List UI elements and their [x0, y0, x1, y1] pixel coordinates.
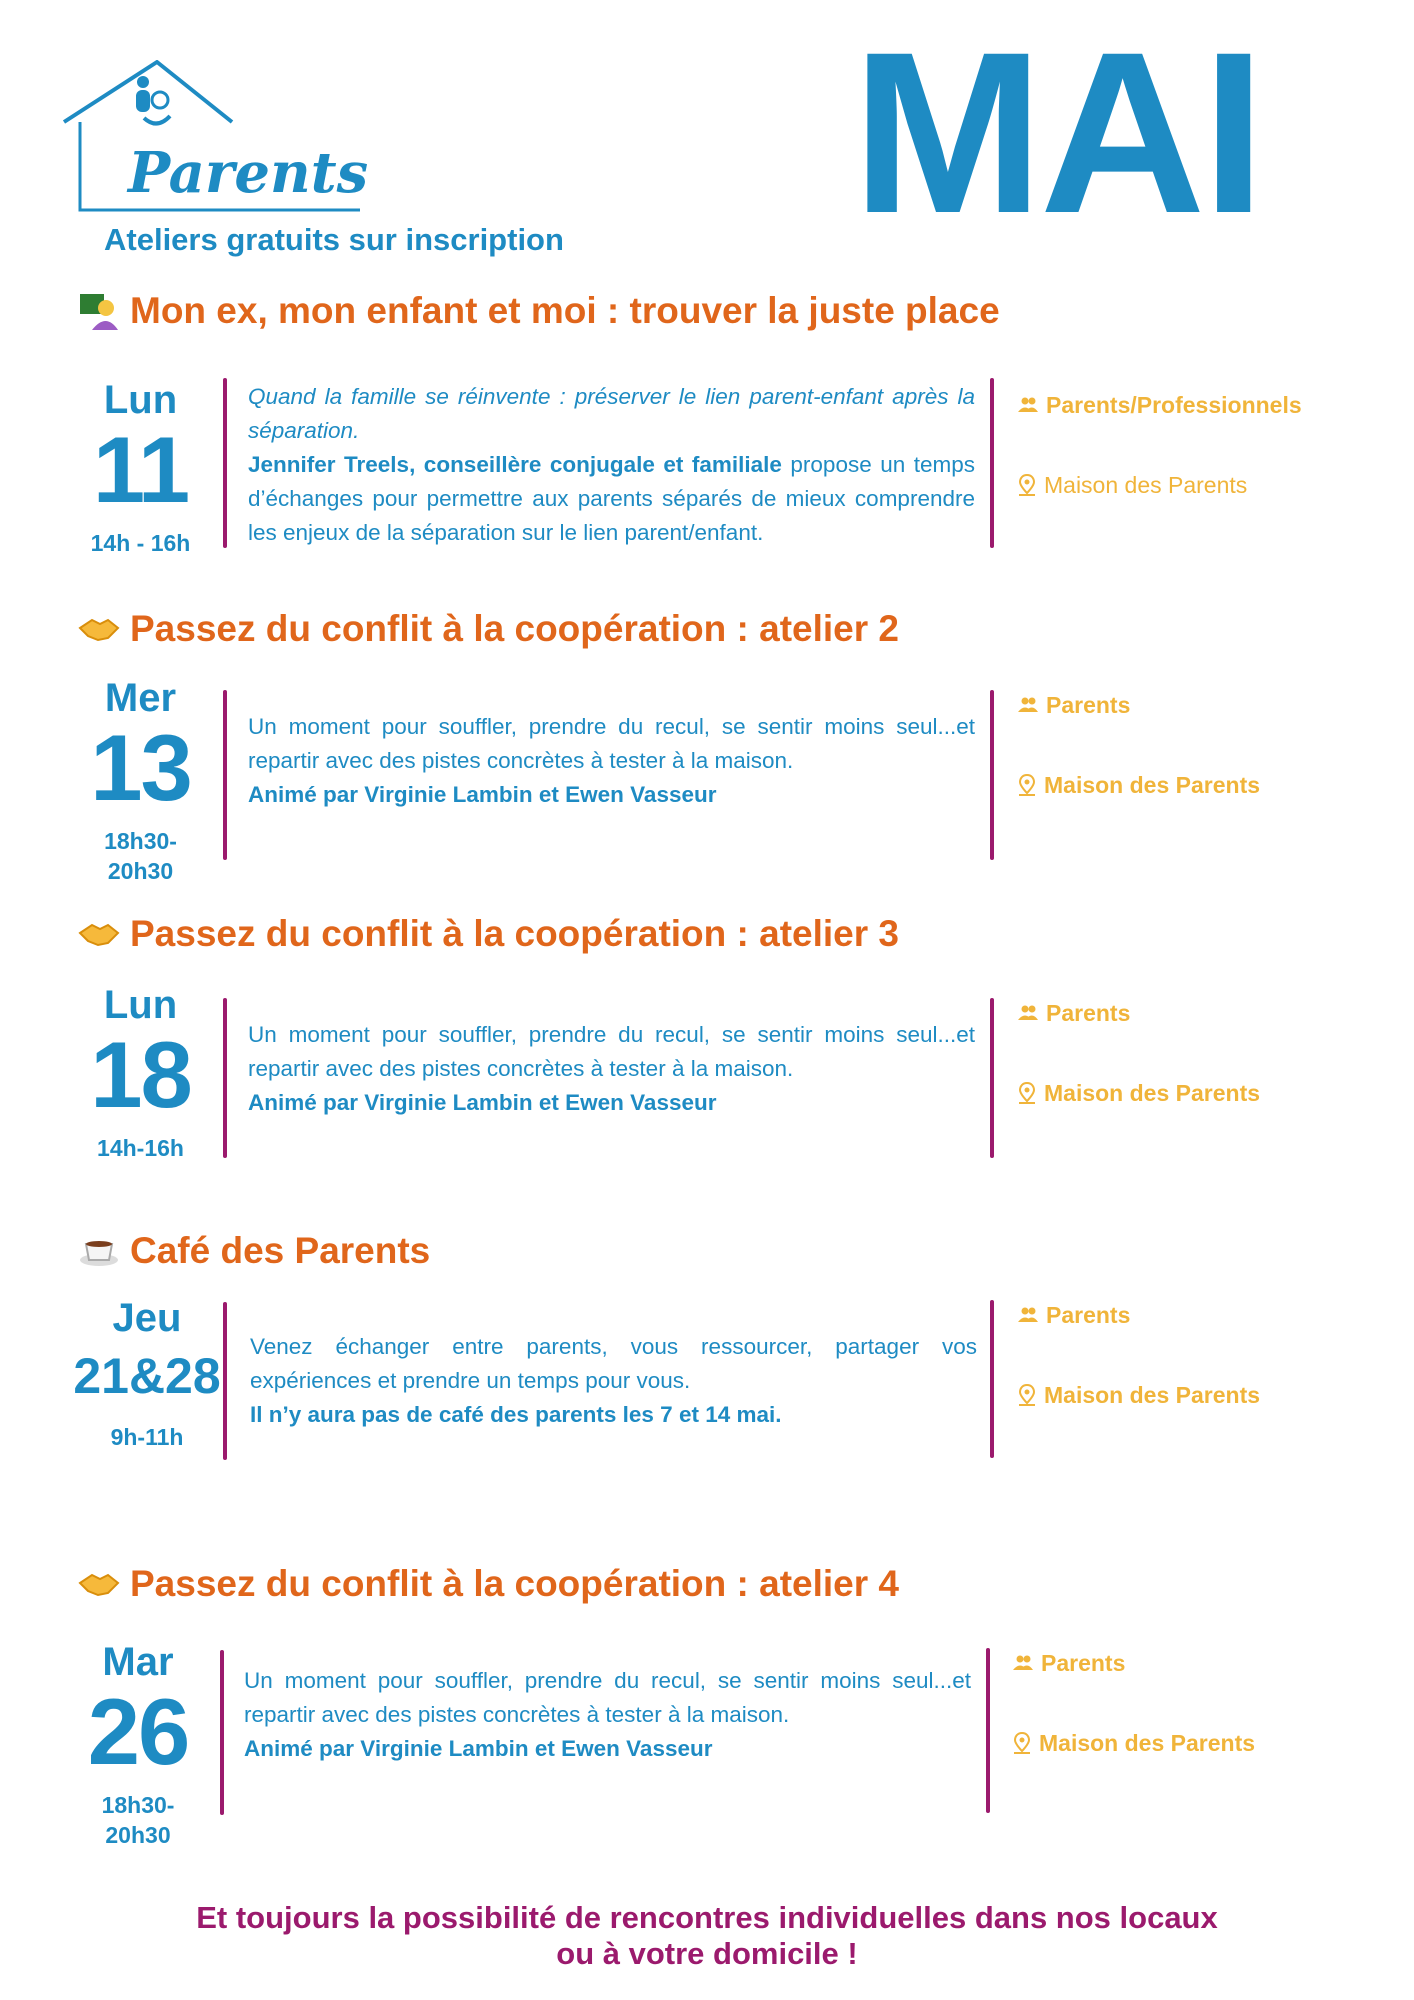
event-location: Maison des Parents	[1044, 471, 1248, 498]
event-title	[78, 1563, 899, 1605]
house-logo-icon	[60, 60, 370, 220]
event-description: Venez échanger entre parents, vous ressourcer, partager vos expériences et prendre un temps pour vous. Il n’y aura pas de café des parents les 7 et 14 mai.	[250, 1334, 977, 1427]
handshake-icon	[78, 913, 120, 955]
event-description: Un moment pour souffler, prendre du recul, se sentir moins seul...et repartir avec des pistes concrètes à tester à la maison. Animé par Virginie Lambin et Ewen Vasseur	[244, 1668, 971, 1761]
divider	[223, 690, 227, 860]
event-audience: Parents	[1041, 1649, 1126, 1676]
day-name: Lun	[103, 378, 178, 422]
divider	[990, 998, 994, 1158]
divider	[223, 378, 227, 548]
event-title-text: Passez du conflit à la coopération : atelier 3	[130, 913, 899, 954]
divider	[223, 1302, 227, 1460]
subtitle: Ateliers gratuits sur inscription	[104, 222, 564, 257]
event-time: 14h-16h	[97, 1135, 184, 1161]
event-meta	[1018, 1300, 1260, 1410]
people-icon	[1013, 1655, 1033, 1671]
event-location: Maison des Parents	[1044, 1381, 1261, 1408]
handshake-icon	[78, 608, 120, 650]
coffee-icon	[78, 1230, 120, 1272]
event-meta	[1013, 1648, 1255, 1758]
location-pin-icon	[1018, 1082, 1036, 1104]
event-audience: Parents	[1046, 999, 1131, 1026]
event-title	[78, 1230, 430, 1272]
event-date	[73, 1640, 203, 1850]
event-title-text: Passez du conflit à la coopération : atelier 2	[130, 608, 899, 649]
event-audience: Parents/Professionnels	[1046, 391, 1302, 418]
event-time: 14h - 16h	[90, 530, 191, 556]
day-number: 21&28	[73, 1348, 221, 1404]
event-meta	[1018, 998, 1260, 1108]
event-date	[78, 378, 203, 558]
event-title-text: Passez du conflit à la coopération : atelier 4	[130, 1563, 899, 1604]
event-time: 9h-11h	[110, 1424, 184, 1450]
people-icon	[1018, 1307, 1038, 1323]
day-number: 13	[90, 715, 191, 820]
day-name: Mer	[104, 676, 177, 720]
people-icon	[1018, 397, 1038, 413]
divider	[986, 1648, 990, 1813]
event-title	[78, 913, 899, 955]
event-date	[78, 676, 203, 886]
teacher-icon	[78, 290, 120, 332]
location-pin-icon	[1013, 1732, 1031, 1754]
day-name: Mar	[102, 1640, 174, 1684]
day-number: 26	[87, 1679, 189, 1784]
day-number: 18	[90, 1022, 191, 1127]
event-location: Maison des Parents	[1044, 771, 1261, 798]
event-location: Maison des Parents	[1039, 1729, 1256, 1756]
event-meta	[1018, 390, 1302, 500]
footer-line: ou à votre domicile !	[556, 1936, 858, 1971]
event-time: 18h30-20h30	[101, 1792, 175, 1848]
footer-line: Et toujours la possibilité de rencontres individuelles dans nos locaux	[196, 1900, 1218, 1935]
event-description: Un moment pour souffler, prendre du recul, se sentir moins seul...et repartir avec des pistes concrètes à tester à la maison. Animé par Virginie Lambin et Ewen Vasseur	[248, 1022, 975, 1115]
event-audience: Parents	[1046, 1301, 1131, 1328]
event-location: Maison des Parents	[1044, 1079, 1261, 1106]
day-name: Lun	[103, 983, 178, 1027]
day-number: 11	[92, 417, 189, 522]
location-pin-icon	[1018, 774, 1036, 796]
location-pin-icon	[1018, 474, 1036, 496]
event-time: 18h30-20h30	[104, 828, 177, 884]
svg-text:Parents: Parents	[128, 140, 369, 206]
event-date	[73, 1296, 221, 1452]
day-name: Jeu	[112, 1296, 182, 1340]
event-description: Un moment pour souffler, prendre du recul, se sentir moins seul...et repartir avec des pistes concrètes à tester à la maison. Animé par Virginie Lambin et Ewen Vasseur	[248, 714, 975, 807]
month-title: MAI	[852, 4, 1262, 261]
handshake-icon	[78, 1563, 120, 1605]
divider	[990, 378, 994, 548]
footer-note	[0, 1900, 1414, 1972]
divider	[220, 1650, 224, 1815]
parents-logo	[60, 60, 370, 220]
event-title	[78, 608, 899, 650]
event-title-text: Mon ex, mon enfant et moi : trouver la juste place	[130, 290, 1000, 331]
divider	[223, 998, 227, 1158]
event-audience: Parents	[1046, 691, 1131, 718]
event-meta	[1018, 690, 1260, 800]
divider	[990, 1300, 994, 1458]
people-icon	[1018, 697, 1038, 713]
event-description: Quand la famille se réinvente : préserver le lien parent-enfant après la séparation. Jennifer Treels, conseillère conjugale et familiale propose un temps d’échanges pour permettre aux parents séparés de mieux comprendre les enjeux de la séparation sur le lien parent/enfant.	[248, 384, 975, 545]
location-pin-icon	[1018, 1384, 1036, 1406]
event-title	[78, 290, 1000, 332]
event-date	[78, 983, 203, 1163]
people-icon	[1018, 1005, 1038, 1021]
event-title-text: Café des Parents	[130, 1230, 431, 1271]
divider	[990, 690, 994, 860]
